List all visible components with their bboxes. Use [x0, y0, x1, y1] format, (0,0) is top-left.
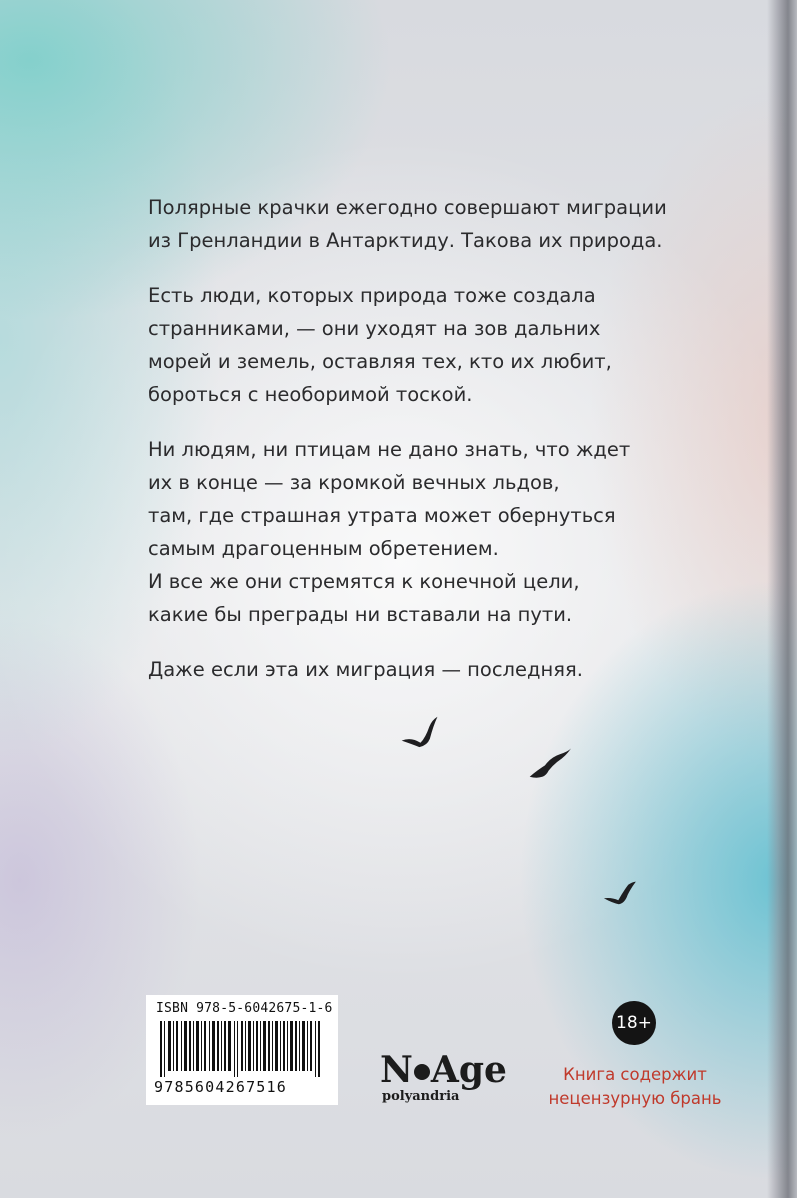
blurb-line: Полярные крачки ежегодно совершают миграции: [148, 196, 667, 219]
blurb-line: Ни людям, ни птицам не дано знать, что ждет: [148, 438, 631, 461]
blurb-paragraph-4: [148, 653, 708, 686]
blurb-line: их в конце — за кромкой вечных льдов,: [148, 471, 560, 494]
blurb-paragraph-1: [148, 191, 708, 257]
imprint-name: polyandria: [382, 1089, 460, 1104]
blurb-line: морей и земель, оставляя тех, кто их любит,: [148, 350, 612, 373]
publisher-logo: [380, 1050, 530, 1110]
blurb-line: странниками, — они уходят на зов дальних: [148, 317, 601, 340]
book-spine-edge: [767, 0, 797, 1198]
bird-icon: [602, 882, 638, 907]
blurb-line: Есть люди, которых природа тоже создала: [148, 284, 596, 307]
barcode-block: [146, 995, 338, 1105]
blurb-line: из Гренландии в Антарктиду. Такова их природа.: [148, 229, 663, 252]
logo-letter: N: [380, 1049, 413, 1091]
blurb-text: [148, 191, 708, 708]
isbn-label: ISBN 978-5-6042675-1-6: [156, 1001, 333, 1016]
logo-wordmark: [380, 1050, 507, 1090]
blurb-paragraph-2: [148, 279, 708, 411]
barcode-icon: [160, 1021, 324, 1077]
blurb-line: И все же они стремятся к конечной цели,: [148, 570, 580, 593]
barcode-digits: 9785604267516: [154, 1078, 287, 1096]
content-warning: [540, 1063, 730, 1111]
bird-icon: [398, 717, 443, 751]
blurb-line: Даже если эта их миграция — последняя.: [148, 658, 583, 681]
warning-line: нецензурную брань: [548, 1089, 722, 1108]
blurb-line: там, где страшная утрата может обернуться: [148, 504, 616, 527]
warning-line: Книга содержит: [563, 1065, 707, 1084]
logo-word: Age: [430, 1049, 507, 1091]
age-rating-badge: 18+: [612, 1001, 656, 1045]
logo-dot-icon: [414, 1064, 430, 1080]
blurb-line: бороться с необоримой тоской.: [148, 383, 473, 406]
bird-icon: [525, 749, 576, 781]
blurb-line: самым драгоценным обретением.: [148, 537, 499, 560]
blurb-paragraph-3: [148, 433, 708, 631]
blurb-line: какие бы преграды ни вставали на пути.: [148, 603, 573, 626]
